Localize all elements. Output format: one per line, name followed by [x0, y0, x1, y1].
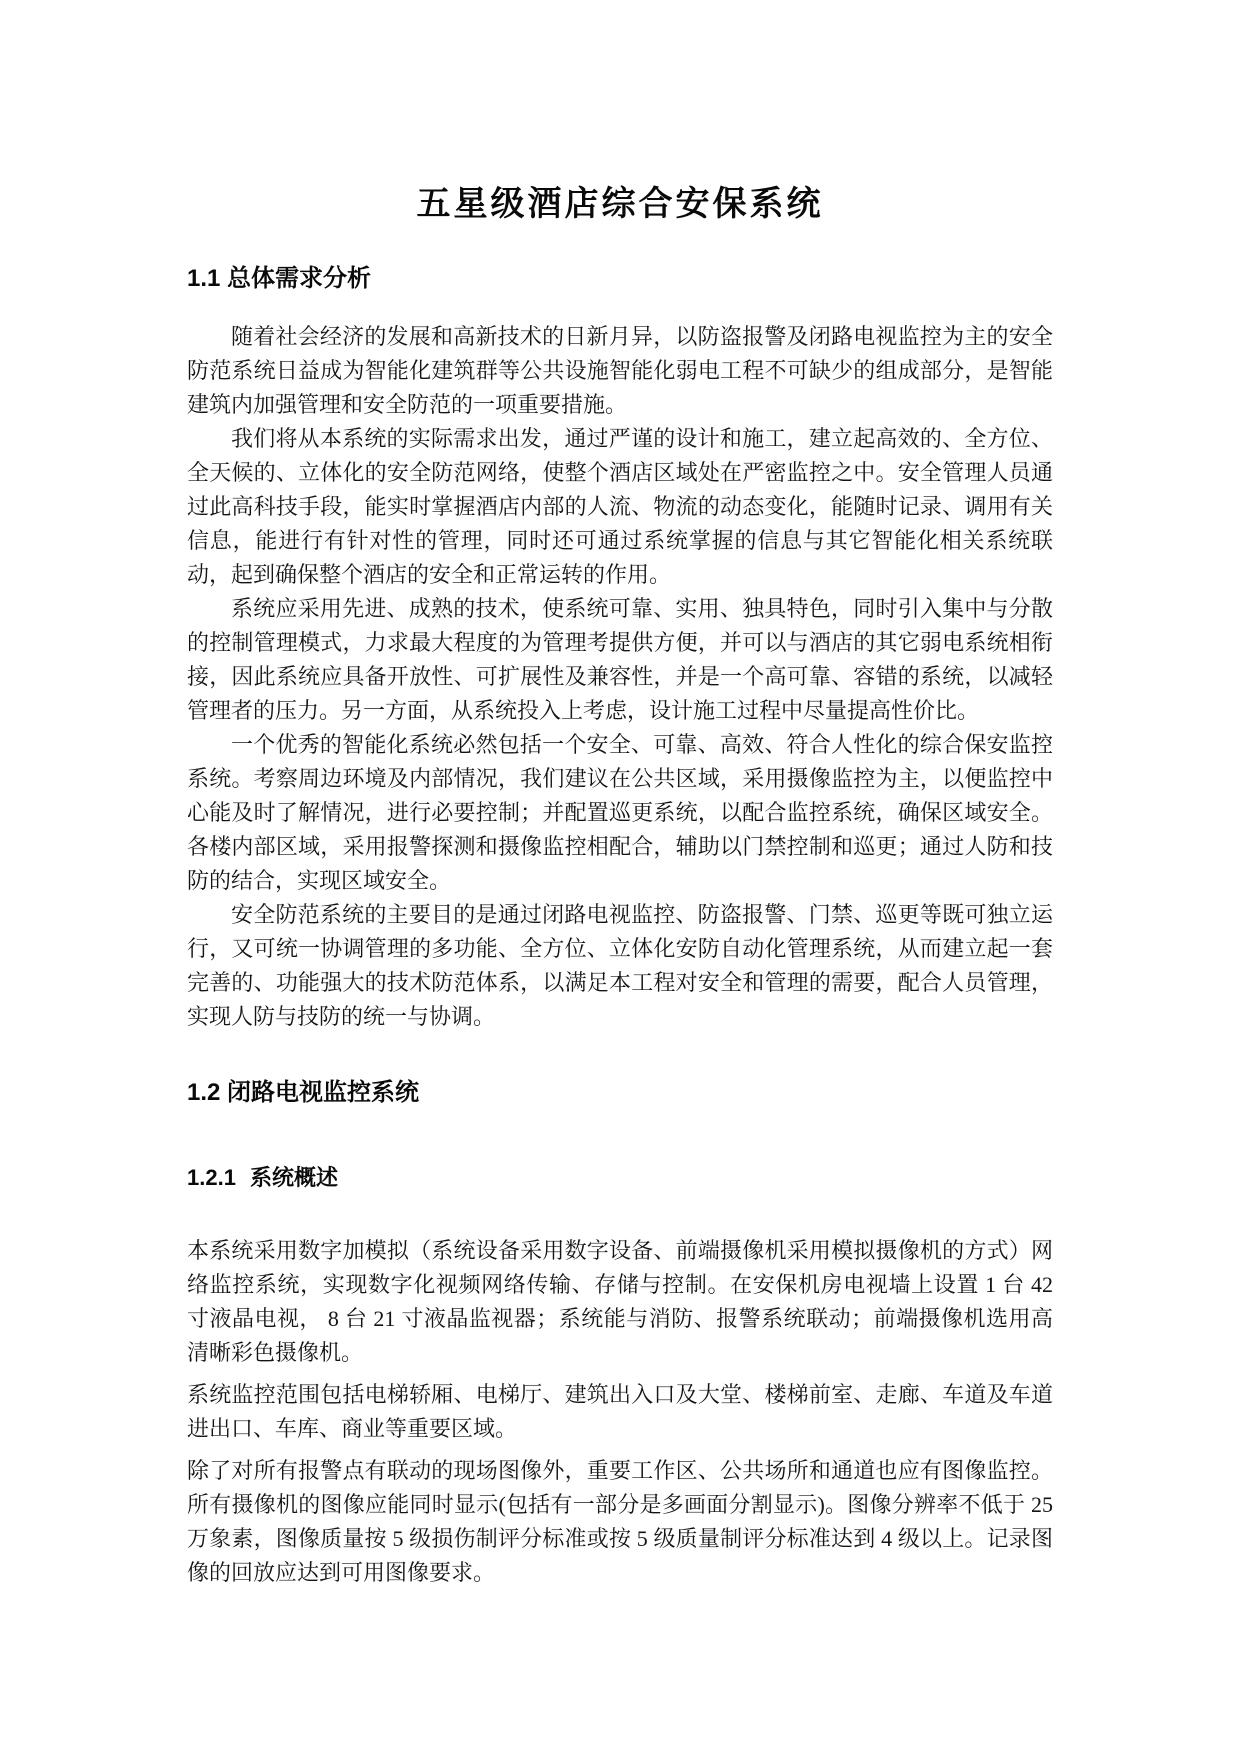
- heading-1-2-1-number: 1.2.1: [187, 1165, 236, 1190]
- heading-1-2-1: [187, 1162, 1053, 1194]
- paragraph: 安全防范系统的主要目的是通过闭路电视监控、防盗报警、门禁、巡更等既可独立运行，又可统一协调管理的多功能、全方位、立体化安防自动化管理系统，从而建立起一套完善的、功能强大的技术防范体系，以满足本工程对安全和管理的需要，配合人员管理，实现人防与技防的统一与协调。: [187, 902, 1053, 1029]
- paragraph: 随着社会经济的发展和高新技术的日新月异，以防盗报警及闭路电视监控为主的安全防范系统日益成为智能化建筑群等公共设施智能化弱电工程不可缺少的组成部分，是智能建筑内加强管理和安全防范的一项重要措施。: [187, 324, 1053, 417]
- paragraph: 除了对所有报警点有联动的现场图像外，重要工作区、公共场所和通道也应有图像监控。所有摄像机的图像应能同时显示(包括有一部分是多画面分割显示)。图像分辨率不低于 25 万象素，图像质量按 5 级损伤制评分标准或按 5 级质量制评分标准达到 4 级以上。记录图像的回放应达到可用图像要求。: [187, 1458, 1053, 1585]
- document-title: 五星级酒店综合安保系统: [416, 185, 824, 223]
- paragraph: 一个优秀的智能化系统必然包括一个安全、可靠、高效、符合人性化的综合保安监控系统。考察周边环境及内部情况，我们建议在公共区域，采用摄像监控为主，以便监控中心能及时了解情况，进行必要控制；并配置巡更系统，以配合监控系统，确保区域安全。各楼内部区域，采用报警探测和摄像监控相配合，辅助以门禁控制和巡更；通过人防和技防的结合，实现区域安全。: [187, 732, 1053, 893]
- heading-1-2-1-text: 系统概述: [249, 1165, 338, 1190]
- paragraph: 本系统采用数字加模拟（系统设备采用数字设备、前端摄像机采用模拟摄像机的方式）网络监控系统，实现数字化视频网络传输、存储与控制。在安保机房电视墙上设置 1 台 42 寸液晶电视， 8 台 21 寸液晶监视器；系统能与消防、报警系统联动；前端摄像机选用高清晰彩色摄像机。: [187, 1238, 1053, 1365]
- heading-1-2: 1.2 闭路电视监控系统: [187, 1079, 420, 1106]
- paragraph: 系统监控范围包括电梯轿厢、电梯厅、建筑出入口及大堂、楼梯前室、走廊、车道及车道进出口、车库、商业等重要区域。: [187, 1382, 1053, 1441]
- heading-1-1: 1.1 总体需求分析: [187, 265, 372, 292]
- paragraph: 我们将从本系统的实际需求出发，通过严谨的设计和施工，建立起高效的、全方位、全天候的、立体化的安全防范网络，使整个酒店区域处在严密监控之中。安全管理人员通过此高科技手段，能实时掌握酒店内部的人流、物流的动态变化，能随时记录、调用有关信息，能进行有针对性的管理，同时还可通过系统掌握的信息与其它智能化相关系统联动，起到确保整个酒店的安全和正常运转的作用。: [187, 426, 1053, 587]
- paragraph: 系统应采用先进、成熟的技术，使系统可靠、实用、独具特色，同时引入集中与分散的控制管理模式，力求最大程度的为管理考提供方便，并可以与酒店的其它弱电系统相衔接，因此系统应具备开放性、可扩展性及兼容性，并是一个高可靠、容错的系统，以减轻管理者的压力。另一方面，从系统投入上考虑，设计施工过程中尽量提高性价比。: [187, 596, 1053, 723]
